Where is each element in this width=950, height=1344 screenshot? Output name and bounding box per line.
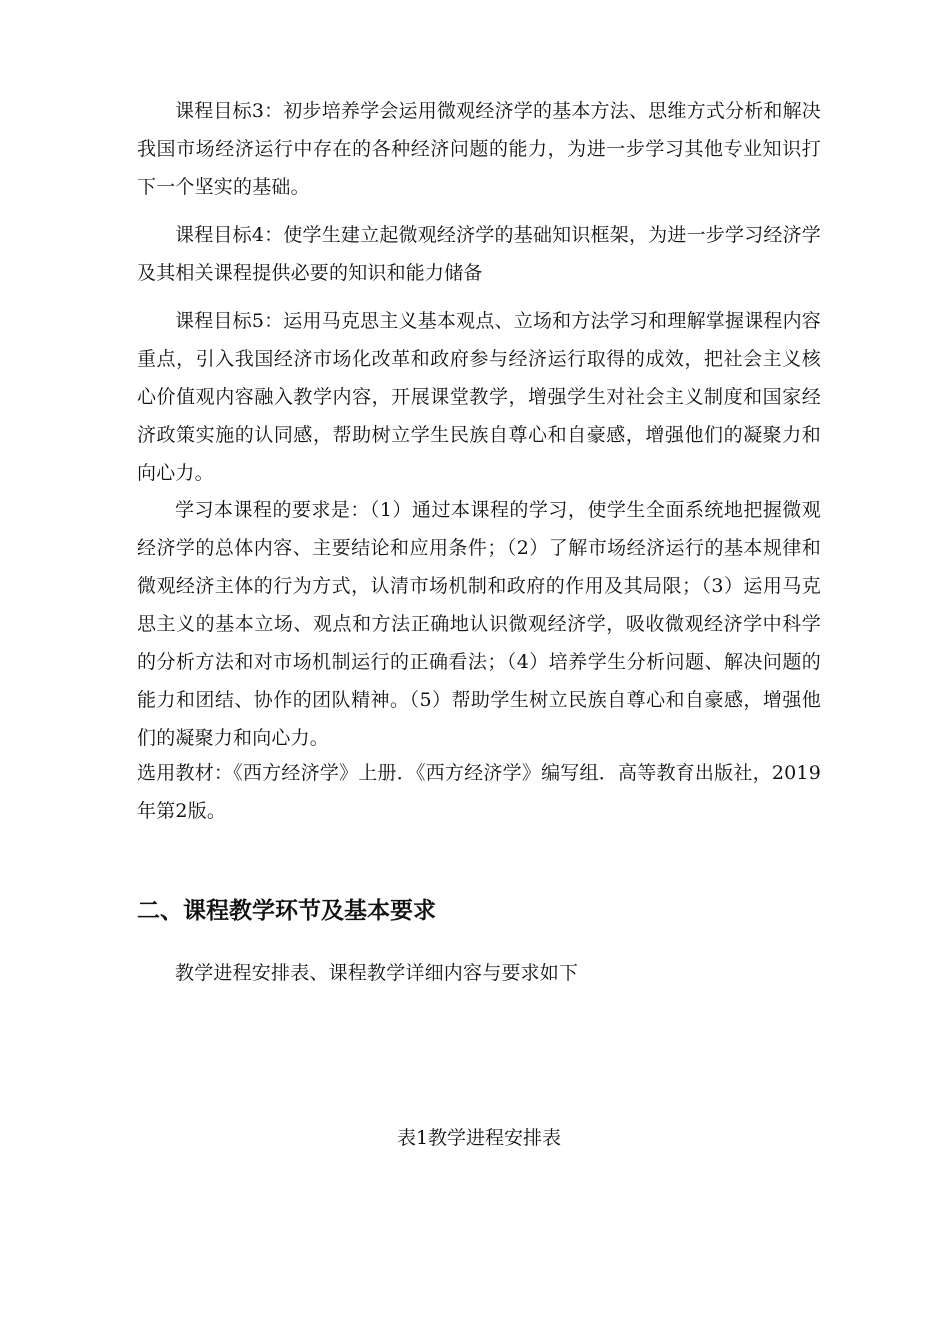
- paragraph-course-goal-5: 课程目标5：运用马克思主义基本观点、立场和方法学习和理解掌握课程内容重点，引入我国经济市场化改革和政府参与经济运行取得的成效，把社会主义核心价值观内容融入教学内容，开展课堂教学，增强学生对社会主义制度和国家经济政策实施的认同感，帮助树立学生民族自尊心和自豪感，增强他们的凝聚力和向心力。: [137, 310, 821, 484]
- section-intro-text: 教学进程安排表、课程教学详细内容与要求如下: [175, 962, 579, 984]
- paragraph-course-requirements: 学习本课程的要求是：（1）通过本课程的学习，使学生全面系统地把握微观经济学的总体内容、主要结论和应用条件；（2）了解市场经济运行的基本规律和微观经济主体的行为方式，认清市场机制和政府的作用及其局限；（3）运用马克思主义的基本立场、观点和方法正确地认识微观经济学，吸收微观经济学中科学的分析方法和对市场机制运行的正确看法；（4）培养学生分析问题、解决问题的能力和团结、协作的团队精神。（5）帮助学生树立民族自尊心和自豪感，增强他们的凝聚力和向心力。: [137, 499, 821, 749]
- paragraph-textbook: 选用教材：《西方经济学》上册．《西方经济学》编写组．高等教育出版社，2019年第2版。: [137, 762, 821, 822]
- paragraph-course-goal-3: 课程目标3：初步培养学会运用微观经济学的基本方法、思维方式分析和解决我国市场经济运行中存在的各种经济问题的能力，为进一步学习其他专业知识打下一个坚实的基础。: [137, 100, 821, 198]
- paragraph-course-goal-4: 课程目标4：使学生建立起微观经济学的基础知识框架，为进一步学习经济学及其相关课程提供必要的知识和能力储备: [137, 224, 821, 284]
- section-heading: 二、课程教学环节及基本要求: [137, 898, 436, 924]
- table-caption: 表1教学进程安排表: [396, 1127, 562, 1149]
